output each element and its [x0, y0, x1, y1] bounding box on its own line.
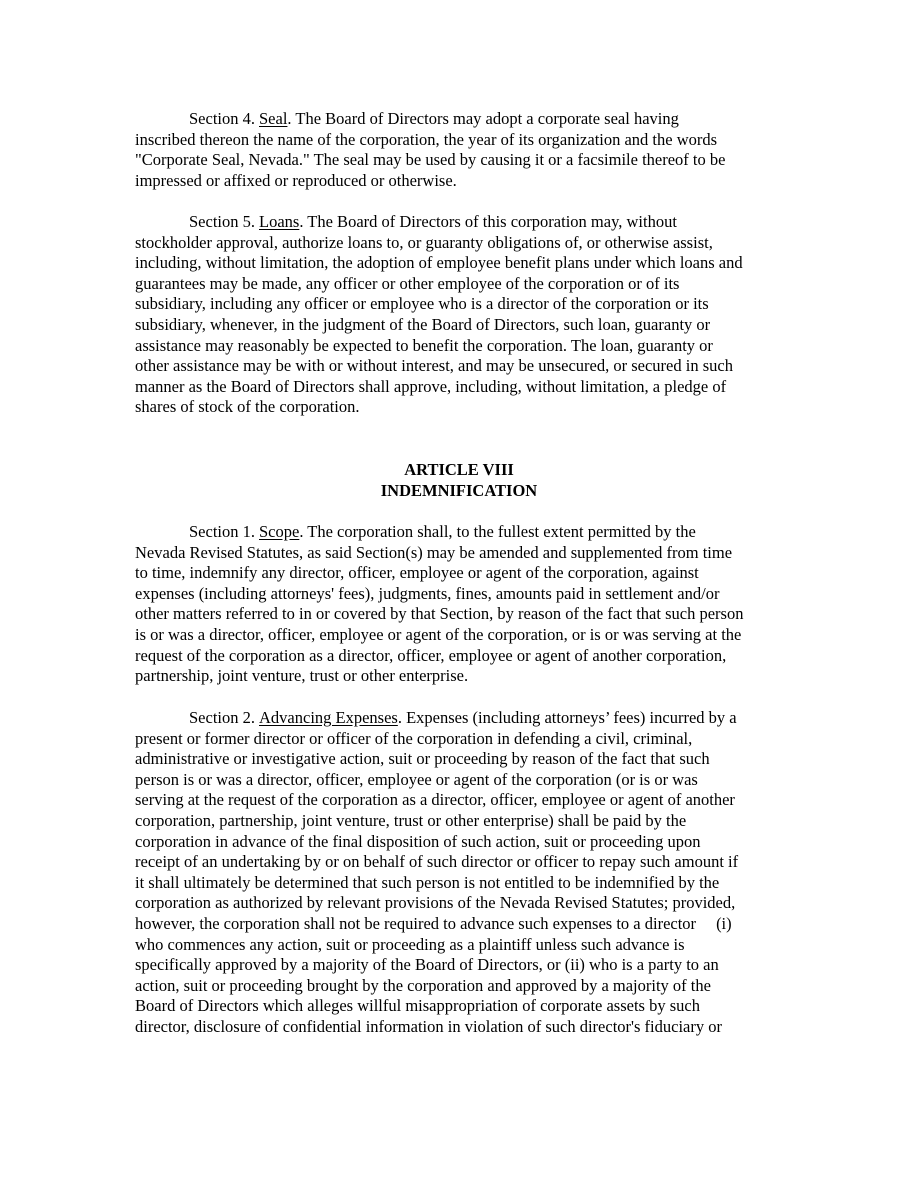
section-1-line-4: expenses (including attorneys' fees), judgments, fines, amounts paid in settlement and/or: [135, 583, 720, 603]
section-2-line-11-text: however, the corporation shall not be required to advance such expenses to a director: [135, 913, 697, 933]
section-1-line-3: to time, indemnify any director, officer, employee or agent of the corporation, against: [135, 563, 699, 583]
section-1-title: Scope: [259, 522, 300, 541]
section-4-line-4: impressed or affixed or reproduced or otherwise.: [135, 170, 457, 190]
section-4-prefix: Section 4.: [189, 109, 255, 128]
section-1-line-2: Nevada Revised Statutes, as said Section(s) may be amended and supplemented from time: [135, 542, 733, 562]
article-number: ARTICLE VIII: [404, 460, 514, 479]
section-4-title: Seal: [259, 109, 288, 128]
section-5-title: Loans: [259, 212, 300, 231]
section-4-line-3: "Corporate Seal, Nevada." The seal may be used by causing it or a facsimile thereof to be: [135, 150, 726, 170]
section-2-line-15: Board of Directors which alleges willful misappropriation of corporate assets by such: [135, 996, 700, 1016]
section-5-line-2: stockholder approval, authorize loans to, or guaranty obligations of, or otherwise assist,: [135, 232, 713, 252]
section-2-line-6: corporation, partnership, joint venture, trust or other enterprise) shall be paid by the: [135, 810, 687, 830]
section-2-line-11: [135, 914, 785, 935]
section-2-line-5: serving at the request of the corporation as a director, officer, employee or agent of another: [135, 790, 735, 810]
section-2-line-7: corporation in advance of the final disposition of such action, suit or proceeding upon: [135, 831, 701, 851]
section-4-line-2: inscribed thereon the name of the corporation, the year of its organization and the words: [135, 129, 718, 149]
section-5-line-9: manner as the Board of Directors shall approve, including, without limitation, a pledge of: [135, 376, 727, 396]
section-5-line-1: [135, 212, 785, 233]
section-5-line-3: including, without limitation, the adoption of employee benefit plans under which loans and: [135, 253, 743, 273]
section-2-line-10: corporation as authorized by relevant provisions of the Nevada Revised Statutes; provided,: [135, 893, 736, 913]
section-1-line-1: [135, 522, 785, 543]
section-1-line-5: other matters referred to in or covered by that Section, by reason of the fact that such person: [135, 604, 744, 624]
section-5-prefix: Section 5.: [189, 212, 255, 231]
section-5-paragraph: [135, 212, 785, 418]
section-2-line-9: it shall ultimately be determined that such person is not entitled to be indemnified by the: [135, 872, 720, 892]
section-2-line-12: who commences any action, suit or proceeding as a plaintiff unless such advance is: [135, 934, 685, 954]
section-2-clause-i: (i): [716, 913, 732, 933]
section-2-prefix: Section 2.: [189, 708, 255, 727]
section-5-text: . The Board of Directors of this corporation may, without: [299, 212, 677, 231]
section-2-line-2: present or former director or officer of the corporation in defending a civil, criminal,: [135, 728, 693, 748]
section-5-line-7: assistance may reasonably be expected to benefit the corporation. The loan, guaranty or: [135, 335, 713, 355]
section-2-text: . Expenses (including attorneys’ fees) incurred by a: [397, 708, 737, 727]
article-title: INDEMNIFICATION: [380, 480, 538, 500]
section-5-line-4: guarantees may be made, any officer or other employee of the corporation or of its: [135, 273, 680, 293]
section-5-line-10: shares of stock of the corporation.: [135, 397, 360, 417]
section-2-line-4: person is or was a director, officer, employee or agent of the corporation (or is or was: [135, 769, 698, 789]
section-4-text: . The Board of Directors may adopt a corporate seal having: [287, 109, 679, 128]
section-2-paragraph: [135, 708, 785, 1038]
section-1-line-7: request of the corporation as a director, officer, employee or agent of another corporation,: [135, 645, 727, 665]
section-4-line-1: [135, 109, 785, 130]
section-2-title: Advancing Expenses: [259, 708, 398, 727]
section-5-line-6: subsidiary, whenever, in the judgment of the Board of Directors, such loan, guaranty or: [135, 314, 711, 334]
section-2-line-16: director, disclosure of confidential information in violation of such director's fiduciary or: [135, 1016, 722, 1036]
section-1-paragraph: [135, 522, 785, 687]
article-heading: [0, 460, 918, 501]
section-5-line-5: subsidiary, including any officer or employee who is a director of the corporation or its: [135, 294, 709, 314]
section-1-line-8: partnership, joint venture, trust or other enterprise.: [135, 666, 469, 686]
section-2-line-1: [135, 708, 785, 729]
section-2-line-3: administrative or investigative action, suit or proceeding by reason of the fact that such: [135, 749, 710, 769]
section-2-line-13: specifically approved by a majority of the Board of Directors, or (ii) who is a party to an: [135, 955, 719, 975]
section-2-line-8: receipt of an undertaking by or on behalf of such director or officer to repay such amount if: [135, 852, 739, 872]
section-1-line-6: is or was a director, officer, employee or agent of the corporation, or is or was serving at the: [135, 624, 742, 644]
section-2-line-14: action, suit or proceeding brought by the corporation and approved by a majority of the: [135, 975, 711, 995]
section-1-prefix: Section 1.: [189, 522, 255, 541]
section-4-paragraph: [135, 109, 785, 191]
section-1-text: . The corporation shall, to the fullest extent permitted by the: [299, 522, 696, 541]
section-5-line-8: other assistance may be with or without interest, and may be unsecured, or secured in such: [135, 356, 733, 376]
